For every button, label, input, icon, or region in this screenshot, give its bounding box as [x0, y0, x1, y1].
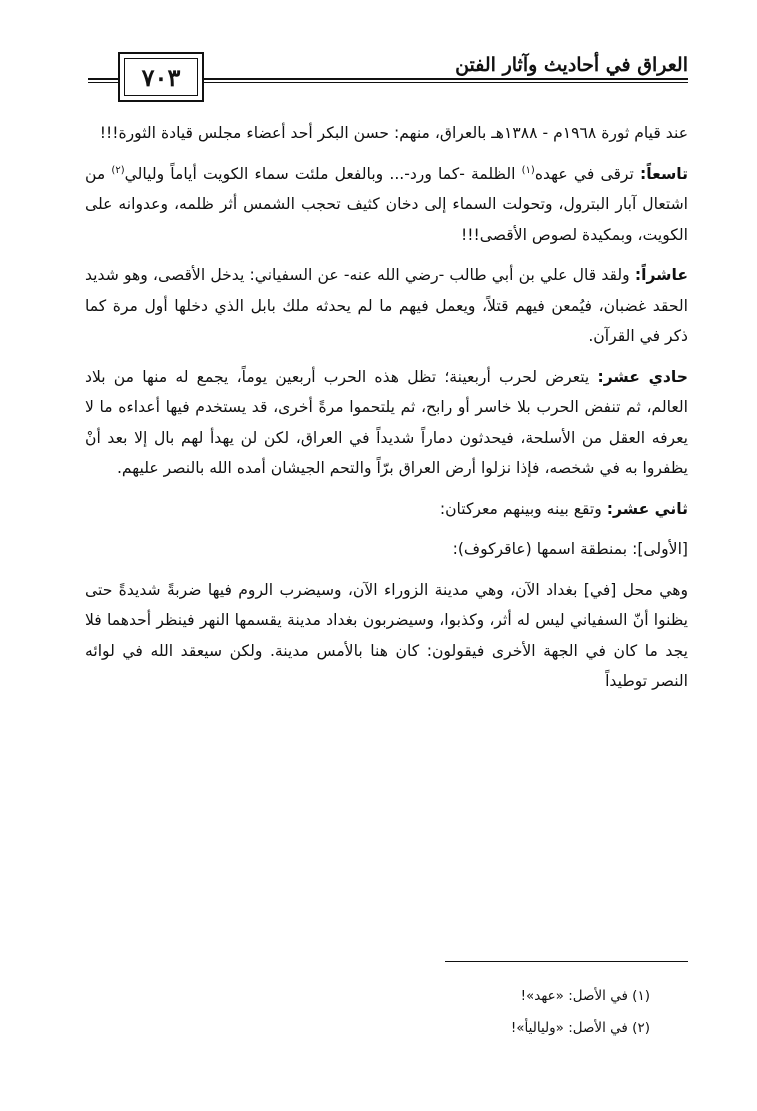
paragraph-text: عند قيام ثورة ١٩٦٨م - ١٣٨٨هـ بالعراق، منهم: حسن البكر أحد أعضاء مجلس قيادة الثورة!!!	[99, 124, 688, 142]
page-number: ٧٠٣	[124, 58, 198, 96]
footnote-ref-2[interactable]: (٢)	[111, 164, 125, 176]
paragraph-text: [الأولى]: بمنطقة اسمها (عاقركوف):	[452, 540, 688, 558]
paragraph-lead: تاسعاً:	[640, 164, 688, 183]
paragraph-7	[85, 575, 688, 697]
paragraph-lead: حادي عشر:	[597, 367, 688, 386]
paragraph-lead: ثاني عشر:	[606, 499, 688, 518]
footnote-separator	[445, 961, 688, 962]
paragraph-text: وهي محل [في] بغداد الآن، وهي مدينة الزوراء الآن، وسيضرب الروم فيها ضربةً شديدةً حتى يظنوا أنّ السفياني ليس له أثر، وكذبوا، وسيضربون بغداد مدينة يقسمها النهر فينظر أحدهما فلا يجد ما كان في الجهة الأخرى فيقولون: كان هنا بالأمس مدينة. ولكن سيعقد الله في لوائه النصر توطيداً	[85, 580, 688, 690]
running-title: العراق في أحاديث وآثار الفتن	[447, 54, 688, 76]
paragraph-text: ترقى في عهده	[534, 164, 634, 183]
page-header	[88, 52, 688, 100]
paragraph-1	[85, 118, 688, 149]
paragraph-text: يتعرض لحرب أربعينة؛ تظل هذه الحرب أربعين يوماً، يجمع له منها من بلاد العالم، ثم تنفض الحرب بلا خاسر أو رابح، ثم يلتحموا مرةً أخرى، قد يستخدم فيها أعداءه ما لا يعرفه العقل من الأسلحة، فيحدثون دماراً شديداً في العراق، لكن لن يهدأ لهم بال إلا بعد أنْ يظفروا به في شخصه، فإذا نزلوا أرض العراق برّاً والتحم الجيشان أمده الله بالنصر عليهم.	[85, 367, 688, 477]
paragraph-lead: عاشراً:	[634, 266, 688, 284]
footnote-ref-1[interactable]: (١)	[521, 164, 535, 176]
paragraph-text: الظلمة -كما ورد-... وبالفعل ملئت سماء الكويت أياماً وليالي	[124, 164, 516, 183]
footnotes	[300, 980, 650, 1044]
paragraph-3	[85, 260, 688, 352]
paragraph-4	[85, 362, 688, 484]
paragraph-text: ولقد قال علي بن أبي طالب -رضي الله عنه- عن السفياني: يدخل الأقصى، وهو شديد الحقد غضبان، فيُمعن فيهم قتلاً، ويعمل فيهم ما لم يحدثه ملك بابل الذي دخلها أول مرة كما ذكر في القرآن.	[85, 266, 688, 345]
paragraph-text: من اشتعال آبار البترول، وتحولت السماء إلى دخان كثيف تحجب الشمس أثر ظلمه، وعدوانه على الكويت، وبمكيدة لصوص الأقصى!!!	[85, 164, 688, 244]
paragraph-text: وتقع بينه وبينهم معركتان:	[439, 499, 602, 518]
footnote-1: (١) في الأصل: «عهد»!	[520, 988, 650, 1004]
paragraph-5	[85, 494, 688, 525]
body-text	[85, 118, 688, 707]
paragraph-2	[85, 159, 688, 251]
paragraph-6	[85, 534, 688, 565]
footnote-2: (٢) في الأصل: «ولياليأ»!	[510, 1020, 650, 1036]
page-number-box	[118, 52, 204, 102]
